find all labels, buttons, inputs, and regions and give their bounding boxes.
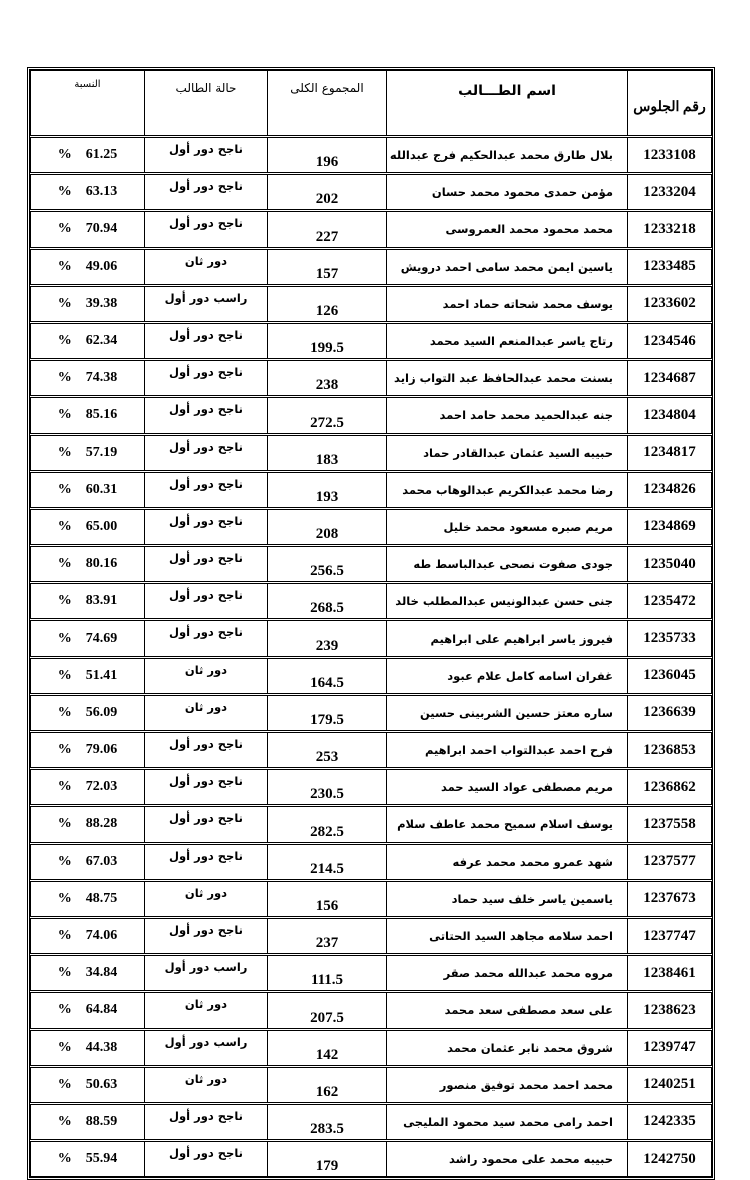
- seat-number-cell: 1234869: [628, 508, 712, 545]
- percent-value-group: [58, 556, 118, 572]
- percent-value-group: [58, 296, 118, 312]
- percent-sign: %: [57, 1151, 72, 1167]
- percent-value: 48.75: [85, 890, 118, 906]
- percent-sign: %: [57, 1113, 72, 1129]
- student-name-cell: فرح احمد عبدالتواب احمد ابراهيم: [387, 732, 628, 769]
- student-status-cell: ناجح دور أول: [145, 1141, 268, 1177]
- percent-value-group: [58, 184, 118, 200]
- percent-cell: [31, 917, 145, 954]
- student-name-cell: شروق محمد نابر عثمان محمد: [387, 1029, 628, 1066]
- student-name-cell: على سعد مصطفى سعد محمد: [387, 992, 628, 1029]
- percent-value: 55.94: [85, 1151, 118, 1167]
- student-name-cell: محمد محمود محمد العمروسى: [387, 211, 628, 248]
- student-name-cell: مؤمن حمدى محمود محمد حسان: [387, 174, 628, 211]
- percent-value: 74.69: [85, 630, 118, 646]
- percent-value: 85.16: [85, 407, 118, 423]
- seat-number-cell: 1238623: [628, 992, 712, 1029]
- percent-cell: [31, 397, 145, 434]
- total-score-cell: 208: [268, 508, 387, 545]
- percent-cell: [31, 1141, 145, 1177]
- header-student-name: اسم الطـــالب: [387, 71, 628, 137]
- percent-value: 49.06: [85, 258, 118, 274]
- student-status-cell: ناجح دور أول: [145, 546, 268, 583]
- percent-cell: [31, 508, 145, 545]
- table-header-row: [31, 71, 712, 137]
- percent-sign: %: [57, 853, 72, 869]
- total-score-cell: 157: [268, 248, 387, 285]
- student-status-cell: ناجح دور أول: [145, 397, 268, 434]
- percent-value: 74.38: [85, 370, 118, 386]
- seat-number-cell: 1236045: [628, 657, 712, 694]
- student-name-cell: جودى صفوت نصحى عبدالباسط طه: [387, 546, 628, 583]
- percent-value-group: [58, 965, 118, 981]
- percent-sign: %: [57, 779, 72, 795]
- table-row: [31, 620, 712, 657]
- student-name-cell: ساره معتز حسين الشربينى حسين: [387, 694, 628, 731]
- student-name-cell: بسنت محمد عبدالحافظ عبد التواب زايد: [387, 360, 628, 397]
- total-score-cell: 282.5: [268, 806, 387, 843]
- seat-number-cell: 1239747: [628, 1029, 712, 1066]
- student-name-cell: رضا محمد عبدالكريم عبدالوهاب محمد: [387, 471, 628, 508]
- student-status-cell: راسب دور أول: [145, 285, 268, 322]
- student-name-cell: شهد عمرو محمد محمد عرفه: [387, 843, 628, 880]
- seat-number-cell: 1237577: [628, 843, 712, 880]
- percent-value: 72.03: [85, 779, 118, 795]
- student-name-cell: احمد رامى محمد سيد محمود المليجى: [387, 1103, 628, 1140]
- table-row: [31, 546, 712, 583]
- student-status-cell: دور ثان: [145, 992, 268, 1029]
- table-row: [31, 174, 712, 211]
- student-name-cell: ياسمين ياسر خلف سيد حماد: [387, 880, 628, 917]
- student-name-cell: احمد سلامه مجاهد السيد الحتاتى: [387, 917, 628, 954]
- percent-value-group: [58, 891, 118, 907]
- percent-value-group: [58, 445, 118, 461]
- percent-value-group: [58, 1151, 118, 1167]
- table-row: [31, 657, 712, 694]
- total-score-cell: 196: [268, 137, 387, 174]
- student-name-cell: مريم مصطفى عواد السيد حمد: [387, 769, 628, 806]
- student-status-cell: ناجح دور أول: [145, 360, 268, 397]
- student-status-cell: ناجح دور أول: [145, 732, 268, 769]
- student-status-cell: ناجح دور أول: [145, 583, 268, 620]
- table-row: [31, 880, 712, 917]
- student-name-cell: مريم صبره مسعود محمد خليل: [387, 508, 628, 545]
- percent-value: 88.28: [85, 816, 118, 832]
- seat-number-cell: 1242750: [628, 1141, 712, 1177]
- seat-number-cell: 1234546: [628, 322, 712, 359]
- total-score-cell: 111.5: [268, 955, 387, 992]
- student-name-cell: حبيبه محمد على محمود راشد: [387, 1141, 628, 1177]
- percent-value-group: [58, 1002, 118, 1018]
- table-row: [31, 322, 712, 359]
- percent-value: 50.63: [85, 1076, 118, 1092]
- percent-value-group: [58, 1040, 118, 1056]
- percent-sign: %: [57, 556, 72, 572]
- percent-value: 57.19: [85, 444, 118, 460]
- percent-value-group: [58, 333, 118, 349]
- percent-value-group: [58, 742, 118, 758]
- total-score-cell: 253: [268, 732, 387, 769]
- seat-number-cell: 1233485: [628, 248, 712, 285]
- table-row: [31, 211, 712, 248]
- total-score-cell: 202: [268, 174, 387, 211]
- percent-cell: [31, 992, 145, 1029]
- percent-cell: [31, 174, 145, 211]
- percent-sign: %: [57, 184, 72, 200]
- percent-sign: %: [57, 221, 72, 237]
- student-name-cell: رتاج ياسر عبدالمنعم السيد محمد: [387, 322, 628, 359]
- percent-value: 83.91: [85, 593, 118, 609]
- header-seat-number: رقم الجلوس: [628, 71, 712, 137]
- seat-number-cell: 1237558: [628, 806, 712, 843]
- percent-sign: %: [57, 295, 72, 311]
- total-score-cell: 179: [268, 1141, 387, 1177]
- table-row: [31, 917, 712, 954]
- seat-number-cell: 1235472: [628, 583, 712, 620]
- percent-cell: [31, 471, 145, 508]
- seat-number-cell: 1236853: [628, 732, 712, 769]
- table-row: [31, 137, 712, 174]
- seat-number-cell: 1238461: [628, 955, 712, 992]
- table-row: [31, 806, 712, 843]
- percent-sign: %: [57, 593, 72, 609]
- student-name-cell: جنى حسن عبدالونيس عبدالمطلب خالد: [387, 583, 628, 620]
- percent-value-group: [58, 482, 118, 498]
- student-name-cell: مروه محمد عبدالله محمد صقر: [387, 955, 628, 992]
- percent-sign: %: [57, 667, 72, 683]
- student-status-cell: ناجح دور أول: [145, 471, 268, 508]
- student-status-cell: ناجح دور أول: [145, 769, 268, 806]
- percent-cell: [31, 434, 145, 471]
- student-name-cell: بلال طارق محمد عبدالحكيم فرج عبدالله: [387, 137, 628, 174]
- table-row: [31, 508, 712, 545]
- percent-value-group: [58, 1114, 118, 1130]
- student-name-cell: جنه عبدالحميد محمد حامد احمد: [387, 397, 628, 434]
- percent-cell: [31, 1103, 145, 1140]
- total-score-cell: 142: [268, 1029, 387, 1066]
- percent-value: 70.94: [85, 221, 118, 237]
- seat-number-cell: 1234826: [628, 471, 712, 508]
- percent-value: 88.59: [85, 1113, 118, 1129]
- results-table: [30, 70, 712, 1177]
- student-status-cell: راسب دور أول: [145, 955, 268, 992]
- percent-value: 79.06: [85, 742, 118, 758]
- student-status-cell: ناجح دور أول: [145, 620, 268, 657]
- student-status-cell: ناجح دور أول: [145, 1103, 268, 1140]
- total-score-cell: 238: [268, 360, 387, 397]
- table-row: [31, 397, 712, 434]
- percent-sign: %: [57, 928, 72, 944]
- percent-sign: %: [57, 370, 72, 386]
- percent-value-group: [58, 1077, 118, 1093]
- percent-sign: %: [57, 518, 72, 534]
- header-total: المجموع الكلى: [268, 71, 387, 137]
- table-row: [31, 732, 712, 769]
- percent-sign: %: [57, 1076, 72, 1092]
- student-status-cell: ناجح دور أول: [145, 843, 268, 880]
- seat-number-cell: 1234687: [628, 360, 712, 397]
- student-status-cell: ناجح دور أول: [145, 211, 268, 248]
- student-status-cell: راسب دور أول: [145, 1029, 268, 1066]
- total-score-cell: 162: [268, 1066, 387, 1103]
- seat-number-cell: 1233204: [628, 174, 712, 211]
- percent-cell: [31, 880, 145, 917]
- header-percent: النسبة: [31, 71, 145, 137]
- percent-sign: %: [57, 1039, 72, 1055]
- total-score-cell: 272.5: [268, 397, 387, 434]
- percent-value: 51.41: [85, 667, 118, 683]
- percent-cell: [31, 843, 145, 880]
- percent-cell: [31, 1066, 145, 1103]
- table-row: [31, 434, 712, 471]
- percent-sign: %: [57, 965, 72, 981]
- student-name-cell: محمد احمد محمد توفيق منصور: [387, 1066, 628, 1103]
- student-name-cell: يوسف اسلام سميح محمد عاطف سلام: [387, 806, 628, 843]
- seat-number-cell: 1237673: [628, 880, 712, 917]
- percent-sign: %: [57, 258, 72, 274]
- total-score-cell: 164.5: [268, 657, 387, 694]
- percent-value: 65.00: [85, 518, 118, 534]
- percent-value-group: [58, 705, 118, 721]
- percent-sign: %: [57, 147, 72, 163]
- seat-number-cell: 1235733: [628, 620, 712, 657]
- student-name-cell: ياسين ايمن محمد سامى احمد درويش: [387, 248, 628, 285]
- percent-value-group: [58, 221, 118, 237]
- total-score-cell: 199.5: [268, 322, 387, 359]
- table-row: [31, 248, 712, 285]
- percent-value: 61.25: [85, 147, 118, 163]
- table-row: [31, 360, 712, 397]
- percent-value-group: [58, 816, 118, 832]
- total-score-cell: 230.5: [268, 769, 387, 806]
- student-status-cell: ناجح دور أول: [145, 174, 268, 211]
- percent-value-group: [58, 668, 118, 684]
- header-status: حالة الطالب: [145, 71, 268, 137]
- percent-value: 60.31: [85, 481, 118, 497]
- seat-number-cell: 1236639: [628, 694, 712, 731]
- percent-value: 67.03: [85, 853, 118, 869]
- percent-value: 64.84: [85, 1002, 118, 1018]
- percent-cell: [31, 137, 145, 174]
- percent-cell: [31, 955, 145, 992]
- percent-value: 44.38: [85, 1039, 118, 1055]
- total-score-cell: 156: [268, 880, 387, 917]
- percent-sign: %: [57, 890, 72, 906]
- table-row: [31, 769, 712, 806]
- percent-sign: %: [57, 742, 72, 758]
- seat-number-cell: 1233218: [628, 211, 712, 248]
- total-score-cell: 207.5: [268, 992, 387, 1029]
- table-row: [31, 285, 712, 322]
- student-name-cell: غفران اسامه كامل علام عبود: [387, 657, 628, 694]
- table-row: [31, 694, 712, 731]
- total-score-cell: 237: [268, 917, 387, 954]
- student-status-cell: ناجح دور أول: [145, 508, 268, 545]
- student-status-cell: دور ثان: [145, 248, 268, 285]
- student-name-cell: يوسف محمد شحاته حماد احمد: [387, 285, 628, 322]
- seat-number-cell: 1234817: [628, 434, 712, 471]
- percent-sign: %: [57, 444, 72, 460]
- percent-value: 74.06: [85, 928, 118, 944]
- percent-value-group: [58, 854, 118, 870]
- student-status-cell: ناجح دور أول: [145, 806, 268, 843]
- percent-cell: [31, 322, 145, 359]
- percent-cell: [31, 806, 145, 843]
- percent-sign: %: [57, 816, 72, 832]
- percent-value-group: [58, 593, 118, 609]
- percent-cell: [31, 620, 145, 657]
- student-status-cell: ناجح دور أول: [145, 137, 268, 174]
- table-row: [31, 1103, 712, 1140]
- seat-number-cell: 1237747: [628, 917, 712, 954]
- percent-sign: %: [57, 407, 72, 423]
- percent-value: 80.16: [85, 556, 118, 572]
- percent-value: 56.09: [85, 704, 118, 720]
- results-table-frame: [27, 67, 715, 1180]
- percent-value: 34.84: [85, 965, 118, 981]
- seat-number-cell: 1235040: [628, 546, 712, 583]
- table-row: [31, 1141, 712, 1177]
- percent-sign: %: [57, 333, 72, 349]
- student-status-cell: دور ثان: [145, 880, 268, 917]
- percent-value-group: [58, 519, 118, 535]
- total-score-cell: 268.5: [268, 583, 387, 620]
- total-score-cell: 227: [268, 211, 387, 248]
- percent-value: 39.38: [85, 295, 118, 311]
- percent-cell: [31, 732, 145, 769]
- student-name-cell: حبيبه السيد عثمان عبدالقادر حماد: [387, 434, 628, 471]
- percent-cell: [31, 360, 145, 397]
- percent-value-group: [58, 779, 118, 795]
- table-row: [31, 583, 712, 620]
- seat-number-cell: 1233108: [628, 137, 712, 174]
- seat-number-cell: 1234804: [628, 397, 712, 434]
- total-score-cell: 214.5: [268, 843, 387, 880]
- percent-sign: %: [57, 1002, 72, 1018]
- percent-value-group: [58, 631, 118, 647]
- percent-cell: [31, 546, 145, 583]
- percent-cell: [31, 248, 145, 285]
- total-score-cell: 256.5: [268, 546, 387, 583]
- percent-value-group: [58, 370, 118, 386]
- percent-sign: %: [57, 630, 72, 646]
- total-score-cell: 239: [268, 620, 387, 657]
- student-status-cell: ناجح دور أول: [145, 917, 268, 954]
- seat-number-cell: 1240251: [628, 1066, 712, 1103]
- student-status-cell: ناجح دور أول: [145, 434, 268, 471]
- percent-value: 63.13: [85, 184, 118, 200]
- percent-cell: [31, 694, 145, 731]
- percent-cell: [31, 583, 145, 620]
- table-body: [31, 137, 712, 1177]
- total-score-cell: 126: [268, 285, 387, 322]
- table-row: [31, 955, 712, 992]
- percent-sign: %: [57, 704, 72, 720]
- total-score-cell: 179.5: [268, 694, 387, 731]
- table-row: [31, 1066, 712, 1103]
- percent-cell: [31, 211, 145, 248]
- table-row: [31, 471, 712, 508]
- percent-value-group: [58, 147, 118, 163]
- percent-value: 62.34: [85, 333, 118, 349]
- seat-number-cell: 1236862: [628, 769, 712, 806]
- student-status-cell: ناجح دور أول: [145, 322, 268, 359]
- percent-cell: [31, 657, 145, 694]
- percent-cell: [31, 769, 145, 806]
- percent-value-group: [58, 407, 118, 423]
- percent-value-group: [58, 259, 118, 275]
- percent-sign: %: [57, 481, 72, 497]
- percent-value-group: [58, 928, 118, 944]
- student-status-cell: دور ثان: [145, 694, 268, 731]
- total-score-cell: 183: [268, 434, 387, 471]
- total-score-cell: 283.5: [268, 1103, 387, 1140]
- seat-number-cell: 1233602: [628, 285, 712, 322]
- total-score-cell: 193: [268, 471, 387, 508]
- student-status-cell: دور ثان: [145, 657, 268, 694]
- table-row: [31, 843, 712, 880]
- percent-cell: [31, 285, 145, 322]
- student-status-cell: دور ثان: [145, 1066, 268, 1103]
- table-row: [31, 992, 712, 1029]
- student-name-cell: فيروز ياسر ابراهيم على ابراهيم: [387, 620, 628, 657]
- seat-number-cell: 1242335: [628, 1103, 712, 1140]
